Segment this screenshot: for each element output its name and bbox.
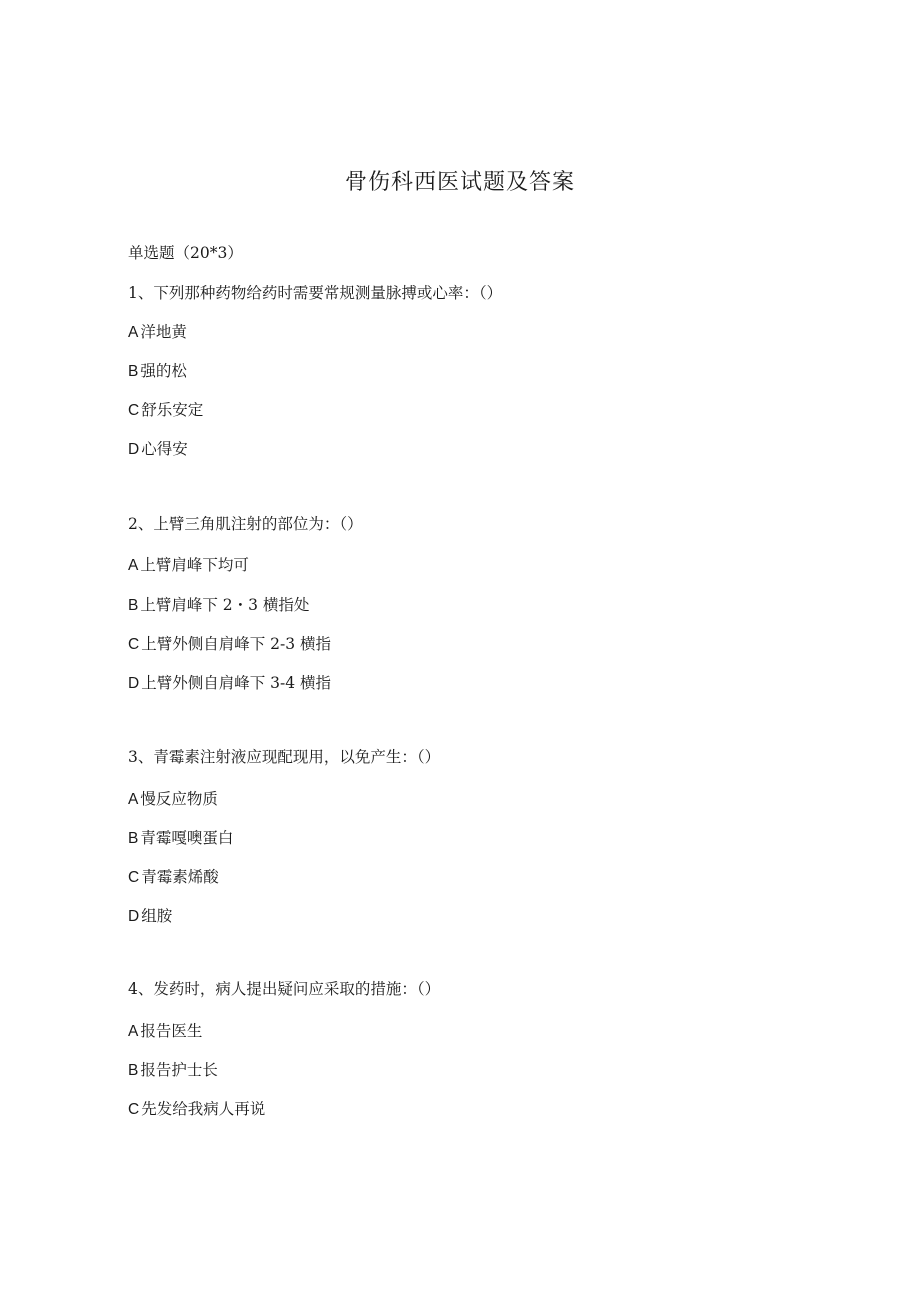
question-1-stem: 1、下列那种药物给药时需要常规测量脉搏或心率：（）: [128, 284, 503, 302]
question-3-stem: 3、青霉素注射液应现配现用，以免产生：（）: [128, 748, 441, 766]
option-letter: C: [128, 636, 140, 653]
option-text: 上臂外侧自肩峰下 2-3 横指: [141, 635, 332, 653]
question-2-option-c: [128, 633, 331, 656]
option-letter: D: [128, 675, 140, 692]
question-1-option-c: [128, 399, 203, 422]
question-4-option-b: [128, 1059, 218, 1082]
option-text: 组胺: [141, 907, 173, 925]
option-text: 舒乐安定: [141, 401, 204, 419]
question-3-option-a: [128, 788, 218, 811]
option-letter: A: [128, 557, 139, 574]
question-3-option-c: [128, 866, 219, 889]
option-letter: C: [128, 869, 140, 886]
option-letter: B: [128, 363, 139, 380]
question-4-option-a: [128, 1020, 202, 1043]
question-1-option-d: [128, 438, 188, 461]
option-letter: B: [128, 597, 139, 614]
question-2-option-b: [128, 594, 309, 617]
option-letter: C: [128, 1101, 140, 1118]
option-letter: D: [128, 441, 140, 458]
option-text: 青霉素烯酸: [141, 868, 219, 886]
option-text: 上臂肩峰下均可: [140, 556, 249, 574]
option-letter: A: [128, 1023, 139, 1040]
option-letter: B: [128, 830, 139, 847]
document-title: 骨伤科西医试题及答案: [344, 170, 575, 195]
option-text: 青霉嘎噢蛋白: [140, 829, 234, 847]
option-text: 上臂肩峰下 2・3 横指处: [140, 596, 310, 614]
option-text: 强的松: [140, 362, 187, 380]
option-text: 心得安: [141, 440, 188, 458]
option-letter: D: [128, 908, 140, 925]
option-text: 先发给我病人再说: [141, 1100, 266, 1118]
section-heading: 单选题（20*3）: [128, 244, 243, 262]
option-text: 上臂外侧自肩峰下 3-4 横指: [141, 674, 332, 692]
question-4-stem: 4、发药时，病人提出疑问应采取的措施：（）: [128, 980, 441, 998]
option-letter: C: [128, 402, 140, 419]
option-letter: A: [128, 791, 139, 808]
question-1-option-a: [128, 321, 187, 344]
option-text: 洋地黄: [140, 323, 187, 341]
option-letter: A: [128, 324, 139, 341]
question-2-option-d: [128, 672, 331, 695]
question-2-stem: 2、上臂三角肌注射的部位为：（）: [128, 515, 363, 533]
question-3-option-b: [128, 827, 233, 850]
option-text: 慢反应物质: [140, 790, 218, 808]
question-2-option-a: [128, 554, 249, 577]
option-text: 报告护士长: [140, 1061, 218, 1079]
option-letter: B: [128, 1062, 139, 1079]
question-4-option-c: [128, 1098, 265, 1121]
option-text: 报告医生: [140, 1022, 203, 1040]
question-1-option-b: [128, 360, 187, 383]
question-3-option-d: [128, 905, 172, 928]
